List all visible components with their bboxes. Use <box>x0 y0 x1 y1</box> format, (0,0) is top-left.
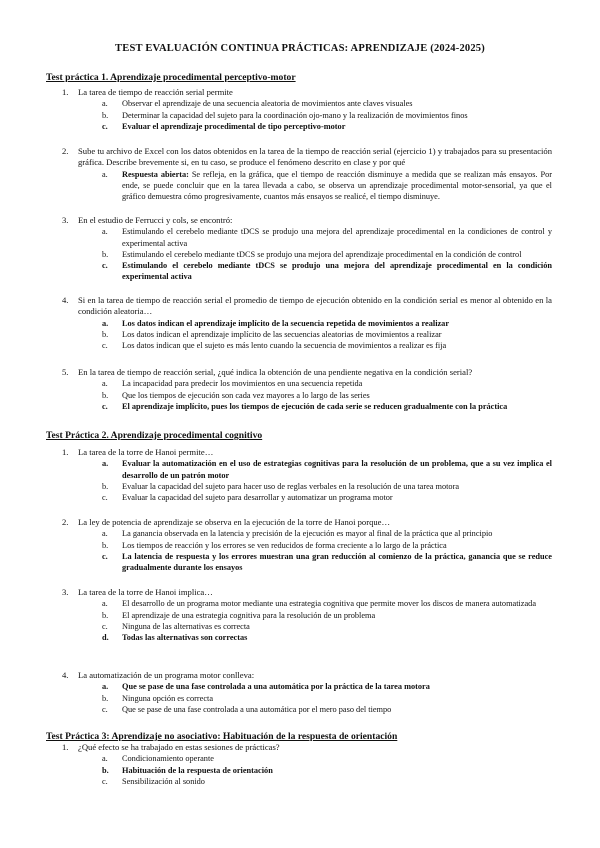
question-text: La tarea de la torre de Hanoi permite… <box>78 447 214 457</box>
question-number: 1. <box>62 87 69 97</box>
option: a. Estimulando el cerebelo mediante tDCS se produjo una mejora del aprendizaje procedimental en la condiciones de control y experimental activa <box>102 227 552 248</box>
question-number: 4. <box>62 295 69 305</box>
question-text: La ley de potencia de aprendizaje se observa en la ejecución de la torre de Hanoi porque… <box>78 517 391 527</box>
section-heading-3: Test Práctica 3: Aprendizaje no asociativo: Habituación de la respuesta de orientación <box>46 731 398 742</box>
question-number: 3. <box>62 587 69 597</box>
section-heading-2: Test Práctica 2. Aprendizaje procedimental cognitivo <box>46 430 263 441</box>
question-1-1 <box>62 87 552 132</box>
question-text: La automatización de un programa motor conlleva: <box>78 670 255 680</box>
question-number: 5. <box>62 367 69 377</box>
question-1-3 <box>62 215 552 282</box>
option-correct: c. La latencia de respuesta y los errores muestran una gran reducción al comienzo de la práctica, ganancia que se reduce gradualmente durante los ensayos <box>102 551 552 573</box>
question-text: La tarea de tiempo de reacción serial permite <box>78 87 233 97</box>
option: a. La ganancia observada en la latencia y precisión de la ejecución es mayor al final de la práctica que al principio <box>102 529 493 539</box>
question-text: Si en la tarea de tiempo de reacción serial el promedio de tiempo de ejecución obtenido en la condición serial es menor al obtenido en la condición aleatoria… <box>78 295 552 317</box>
question-1-4 <box>62 295 552 351</box>
question-2-4 <box>62 670 552 715</box>
question-number: 3. <box>62 215 69 225</box>
option-correct: c. Evaluar el aprendizaje procedimental de tipo perceptivo-motor <box>102 121 346 131</box>
option: b. Ninguna opción es correcta <box>102 693 213 703</box>
option-correct: c. Estimulando el cerebelo mediante tDCS se produjo una mejora del aprendizaje procedimental en la condición experimental activa <box>102 261 552 282</box>
option: b. El aprendizaje de una estrategia cognitiva para la resolución de un problema <box>102 610 376 620</box>
question-text: En el estudio de Ferrucci y cols, se encontró: <box>78 215 233 225</box>
option-correct: a. Que se pase de una fase controlada a una automática por la práctica de la tarea motora <box>102 682 430 692</box>
option: b. Evaluar la capacidad del sujeto para hacer uso de reglas verbales en la resolución de una tarea motora <box>102 481 460 491</box>
option: b. Determinar la capacidad del sujeto para la coordinación ojo-mano y la realización de movimientos finos <box>102 110 468 120</box>
option: c. Los datos indican que el sujeto es más lento cuando la secuencia de movimientos a realizar es fija <box>102 341 447 351</box>
option: c. Sensibilización al sonido <box>102 776 205 786</box>
question-text: En la tarea de tiempo de reacción serial, ¿qué indica la obtención de una pendiente negativa en la condición serial? <box>78 367 473 377</box>
question-text: ¿Qué efecto se ha trabajado en estas sesiones de prácticas? <box>78 742 280 752</box>
question-number: 1. <box>62 447 69 457</box>
question-2-2 <box>62 517 552 573</box>
question-2-1 <box>62 447 552 503</box>
option: a. El desarrollo de un programa motor mediante una estrategia cognitiva que permite mover los discos de manera automatizada <box>102 599 537 609</box>
question-1-5 <box>62 367 552 412</box>
question-1-2 <box>62 146 552 202</box>
option: c. Que se pase de una fase controlada a una automática por el mero paso del tiempo <box>102 704 392 714</box>
question-number: 2. <box>62 146 69 156</box>
option: c. Ninguna de las alternativas es correcta <box>102 621 250 631</box>
option-correct: c. El aprendizaje implícito, pues los tiempos de ejecución de cada serie se reducen gradualmente con la práctica <box>102 401 508 411</box>
option: a. Condicionamiento operante <box>102 754 214 764</box>
option-correct: d. Todas las alternativas son correctas <box>102 633 248 643</box>
document-title: TEST EVALUACIÓN CONTINUA PRÁCTICAS: APRENDIZAJE (2024-2025) <box>115 43 485 54</box>
option: a. Observar el aprendizaje de una secuencia aleatoria de movimientos ante claves visuales <box>102 99 413 109</box>
question-number: 2. <box>62 517 69 527</box>
option-correct: a. Evaluar la automatización en el uso de estrategias cognitivas para la resolución de un problema, que a su vez implica el desarrollo de un patrón motor <box>102 459 552 480</box>
question-text: La tarea de la torre de Hanoi implica… <box>78 587 213 597</box>
option: b. Que los tiempos de ejecución son cada vez mayores a lo largo de las series <box>102 390 370 400</box>
option-open-answer: a. Respuesta abierta: Se refleja, en la gráfica, que el tiempo de reacción disminuye a medida que se realizan más ensayos. Por ende, se puede concluir que en la tarea llevada a cabo, se observa un aprendizaje procedimental motor-sensorial, ya que el gráfico demuestra cómo progresivamente, cuantos más ensayos se realicé, el tiempo disminuye. <box>102 169 552 202</box>
question-2-3 <box>62 587 552 643</box>
question-number: 4. <box>62 670 69 680</box>
section-heading-1: Test práctica 1. Aprendizaje procedimental perceptivo-motor <box>46 72 296 83</box>
option: b. Los tiempos de reacción y los errores se ven reducidos de forma creciente a lo largo de la práctica <box>102 540 447 550</box>
option-correct: b. Habituación de la respuesta de orientación <box>102 765 273 775</box>
question-text: Sube tu archivo de Excel con los datos obtenidos en la tarea de la tiempo de reacción serial (ejercicio 1) y trabajados para su presentación gráfica. Describe brevemente si, en tu caso, se produce el fenómeno descrito en clase y por qué <box>78 146 552 168</box>
option-correct: a. Los datos indican el aprendizaje implícito de la secuencia repetida de movimientos a realizar <box>102 318 450 328</box>
option: b. Los datos indican el aprendizaje implícito de las secuencias aleatorias de movimientos a realizar <box>102 330 442 340</box>
option: a. La incapacidad para predecir los movimientos en una secuencia repetida <box>102 379 363 389</box>
question-number: 1. <box>62 742 69 752</box>
option: b. Estimulando el cerebelo mediante tDCS se produjo una mejora del aprendizaje procedimental en la condición de control <box>102 249 522 259</box>
question-3-1 <box>62 742 552 787</box>
option: c. Evaluar la capacidad del sujeto para desarrollar y automatizar un programa motor <box>102 493 393 503</box>
